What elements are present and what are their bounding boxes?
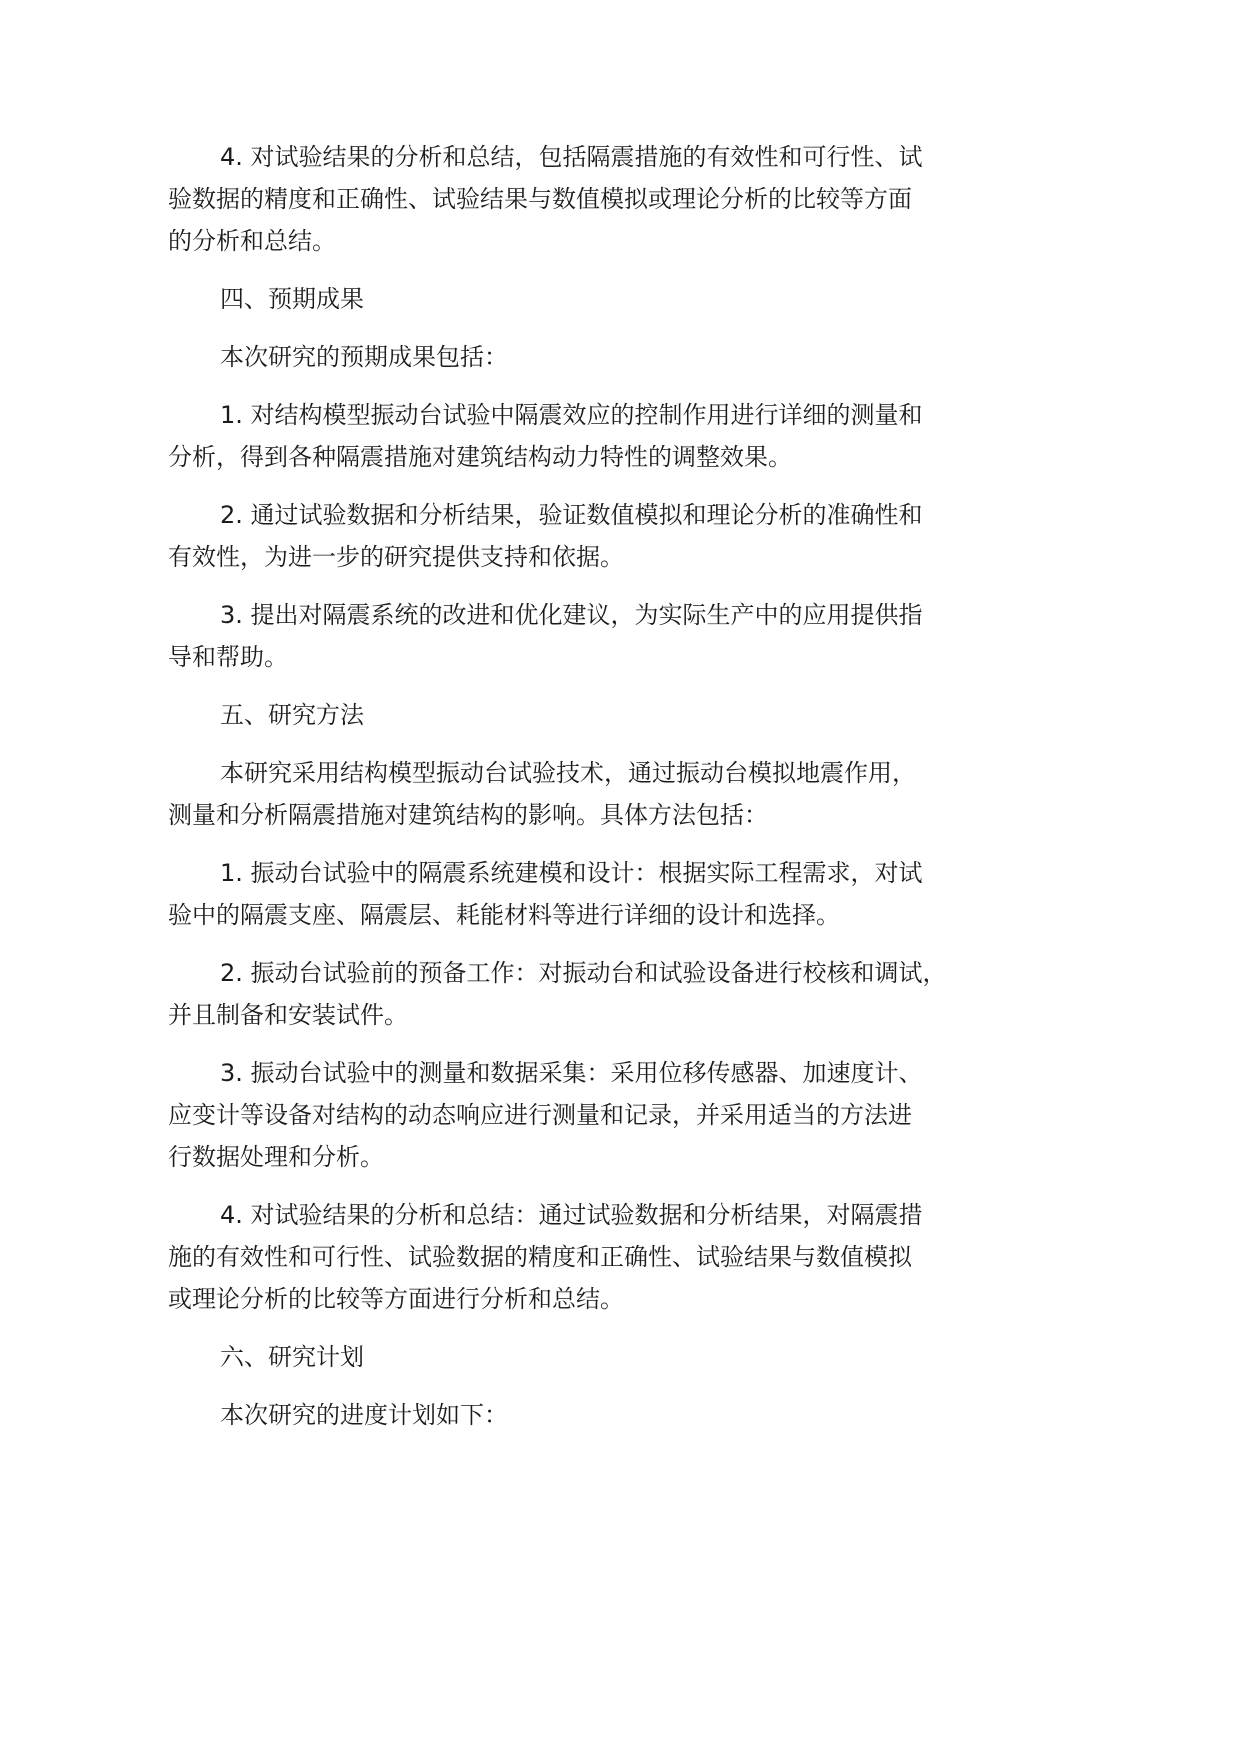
text-line: 2. 通过试验数据和分析结果，验证数值模拟和理论分析的准确性和 (220, 501, 923, 529)
methods-intro-paragraph (168, 752, 1068, 836)
section-heading-research-plan (168, 1336, 1068, 1378)
list-item-3 (168, 594, 1068, 678)
section-heading: 六、研究计划 (220, 1343, 364, 1371)
text-line: 2. 振动台试验前的预备工作：对振动台和试验设备进行校核和调试， (220, 959, 947, 987)
method-item-1 (168, 852, 1068, 936)
text-line: 导和帮助。 (168, 643, 288, 671)
text-line: 1. 对结构模型振动台试验中隔震效应的控制作用进行详细的测量和 (220, 401, 923, 429)
text-line: 应变计等设备对结构的动态响应进行测量和记录，并采用适当的方法进 (168, 1101, 912, 1129)
text-line: 行数据处理和分析。 (168, 1143, 384, 1171)
text-line: 并且制备和安装试件。 (168, 1001, 408, 1029)
text-line: 测量和分析隔震措施对建筑结构的影响。具体方法包括： (168, 801, 768, 829)
section-heading-expected-results (168, 278, 1068, 320)
text-line: 施的有效性和可行性、试验数据的精度和正确性、试验结果与数值模拟 (168, 1243, 912, 1271)
intro-paragraph (168, 336, 1068, 378)
text-line: 4. 对试验结果的分析和总结：通过试验数据和分析结果，对隔震措 (220, 1201, 923, 1229)
text-line: 分析，得到各种隔震措施对建筑结构动力特性的调整效果。 (168, 443, 792, 471)
text-line: 3. 提出对隔震系统的改进和优化建议，为实际生产中的应用提供指 (220, 601, 923, 629)
plan-intro-paragraph (168, 1394, 1068, 1436)
method-item-3 (168, 1052, 1068, 1178)
text-line: 1. 振动台试验中的隔震系统建模和设计：根据实际工程需求，对试 (220, 859, 923, 887)
text-line: 的分析和总结。 (168, 227, 336, 255)
text-line: 验中的隔震支座、隔震层、耗能材料等进行详细的设计和选择。 (168, 901, 840, 929)
text-line: 本次研究的预期成果包括： (220, 343, 508, 371)
section-heading-research-methods (168, 694, 1068, 736)
text-line: 本研究采用结构模型振动台试验技术，通过振动台模拟地震作用， (220, 759, 916, 787)
text-line: 或理论分析的比较等方面进行分析和总结。 (168, 1285, 624, 1313)
text-line: 有效性，为进一步的研究提供支持和依据。 (168, 543, 624, 571)
list-item-1 (168, 394, 1068, 478)
method-item-4 (168, 1194, 1068, 1320)
list-item-analysis-summary (168, 136, 1068, 262)
text-line: 4. 对试验结果的分析和总结，包括隔震措施的有效性和可行性、试 (220, 143, 923, 171)
section-heading: 五、研究方法 (220, 701, 364, 729)
list-item-2 (168, 494, 1068, 578)
text-line: 验数据的精度和正确性、试验结果与数值模拟或理论分析的比较等方面 (168, 185, 912, 213)
method-item-2 (168, 952, 1068, 1036)
section-heading: 四、预期成果 (220, 285, 364, 313)
text-line: 本次研究的进度计划如下： (220, 1401, 508, 1429)
document-body (168, 136, 1068, 1452)
text-line: 3. 振动台试验中的测量和数据采集：采用位移传感器、加速度计、 (220, 1059, 923, 1087)
